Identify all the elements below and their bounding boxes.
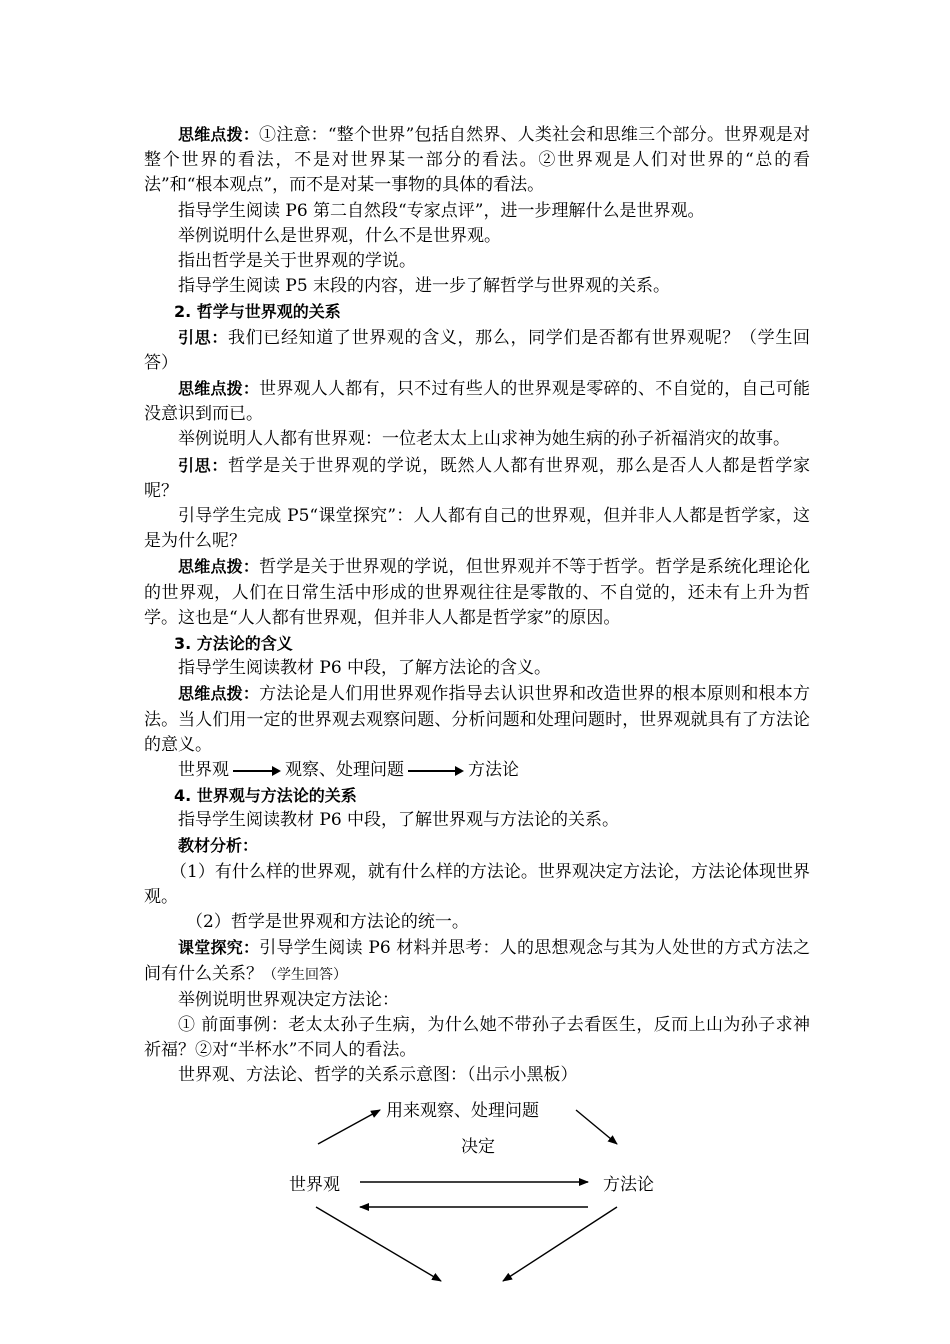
- bold-label: 思维点拨：: [178, 557, 260, 577]
- arrow-down-from-right: [503, 1207, 617, 1281]
- section3-paragraph-1: 指导学生阅读教材 P6 中段，了解方法论的含义。: [178, 658, 552, 679]
- bold-label: 引思：: [178, 327, 228, 347]
- paragraph-3: 举例说明什么是世界观，什么不是世界观。: [178, 225, 501, 246]
- examples-intro: 举例说明世界观决定方法论：: [178, 989, 399, 1010]
- heading-4: 4. 世界观与方法论的关系: [174, 786, 357, 806]
- flow-line: [144, 758, 810, 783]
- bold-label: 课堂探究：: [178, 938, 260, 958]
- right-arrow-icon: [408, 766, 464, 776]
- examples-paragraph: ① 前面事例：老太太孙子生病，为什么她不带孙子去看医生，反而上山为孙子求神祈福？②对“半杯水”不同人的看法。: [144, 1014, 810, 1061]
- analysis-label: [144, 833, 810, 859]
- diagram-left-label: 世界观: [289, 1175, 340, 1195]
- paragraph-4: 指出哲学是关于世界观的学说。: [178, 251, 416, 272]
- paragraph-5: 指导学生阅读 P5 末段的内容，进一步了解哲学与世界观的关系。: [178, 276, 671, 297]
- section2-paragraph-1: [144, 325, 810, 376]
- heading-2: 2. 哲学与世界观的关系: [174, 302, 341, 322]
- paragraph-text: 我们已经知道了世界观的含义，那么，同学们是否都有世界观呢？（学生回答）: [144, 327, 810, 373]
- arrow-down-from-left: [316, 1207, 441, 1281]
- paragraph-text: 方法论是人们用世界观作指导去认识世界和改造世界的根本原则和根本方法。当人们用一定的世界观去观察问题、分析问题和处理问题时，世界观就具有了方法论的意义。: [144, 684, 810, 755]
- bold-label: 思维点拨：: [178, 684, 260, 704]
- diagram-right-label: 方法论: [603, 1175, 654, 1195]
- heading-3: 3. 方法论的含义: [174, 634, 293, 654]
- paragraph-text: 哲学是关于世界观的学说，但世界观并不等于哲学。哲学是系统化理论化的世界观，人们在日常生活中形成的世界观往往是零散的、不自觉的，还未有上升为哲学。这也是“人人都有世界观，但并非人人都是哲学家”的原因。: [144, 557, 810, 628]
- bold-label: 思维点拨：: [178, 379, 260, 399]
- section2-paragraph-6: [144, 554, 810, 631]
- bold-label: 引思：: [178, 455, 228, 475]
- flow-end: 方法论: [468, 759, 519, 780]
- flow-start: 世界观: [178, 759, 229, 780]
- paragraph-text: 引导学生阅读 P6 材料并思考：人的思想观念与其为人处世的方式方法之间有什么关系？: [144, 938, 810, 984]
- paragraph-1: [144, 122, 810, 199]
- section2-paragraph-5: 引导学生完成 P5“课堂探究”：人人都有自己的世界观，但并非人人都是哲学家，这是为什么呢？: [144, 506, 810, 552]
- section2-paragraph-3: 举例说明人人都有世界观：一位老太太上山求神为她生病的孙子祈福消灾的故事。: [178, 429, 790, 450]
- paragraph-2: 指导学生阅读 P6 第二自然段“专家点评”，进一步理解什么是世界观。: [178, 200, 705, 221]
- inquiry-note: （学生回答）: [263, 966, 347, 983]
- section4-intro: 指导学生阅读教材 P6 中段，了解世界观与方法论的关系。: [178, 810, 620, 831]
- document-body: [144, 122, 810, 1089]
- diagram-middle-label: 决定: [461, 1137, 495, 1157]
- bold-label: 教材分析：: [178, 836, 259, 856]
- diagram-intro: 世界观、方法论、哲学的关系示意图：（出示小黑板）: [178, 1065, 578, 1086]
- paragraph-text: ①注意：“整个世界”包括自然界、人类社会和思维三个部分。世界观是对整个世界的看法，不是对世界某一部分的看法。②世界观是人们对世界的“总的看法”和“根本观点”，而不是对某一事物的具体的看法。: [144, 125, 810, 196]
- paragraph-text: 哲学是关于世界观的学说，既然人人都有世界观，那么是否人人都是哲学家呢？: [144, 455, 810, 501]
- analysis-item-2: （2）哲学是世界观和方法论的统一。: [186, 912, 469, 933]
- section3-paragraph-2: [144, 681, 810, 758]
- inquiry-paragraph: [144, 935, 810, 987]
- bold-label: 思维点拨：: [178, 125, 260, 144]
- section2-paragraph-4: [144, 453, 810, 504]
- flow-middle: 观察、处理问题: [285, 759, 404, 780]
- section2-paragraph-2: [144, 376, 810, 427]
- arrow-up-left: [318, 1110, 380, 1144]
- paragraph-text: 世界观人人都有，只不过有些人的世界观是零碎的、不自觉的，自己可能没意识到而已。: [144, 379, 810, 425]
- right-arrow-icon: [233, 766, 281, 776]
- diagram-top-label: 用来观察、处理问题: [386, 1101, 539, 1121]
- analysis-item-1: （1）有什么样的世界观，就有什么样的方法论。世界观决定方法论，方法论体现世界观。: [144, 861, 810, 907]
- arrow-down-right: [576, 1110, 617, 1144]
